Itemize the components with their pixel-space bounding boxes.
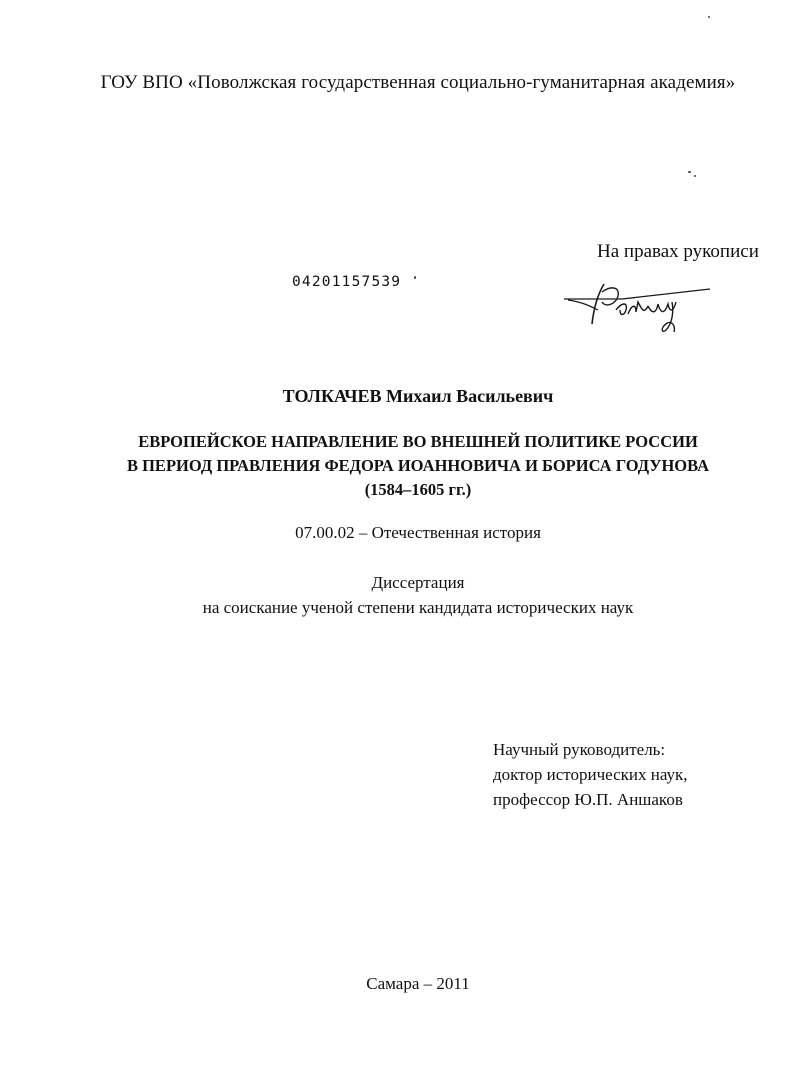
scan-speck [688,171,691,173]
supervisor-label: Научный руководитель: [493,740,666,759]
degree-line: на соискание ученой степени кандидата исторических наук [202,598,634,617]
catalog-number: 04201157539 [292,274,402,290]
title-line: ЕВРОПЕЙСКОЕ НАПРАВЛЕНИЕ ВО ВНЕШНЕЙ ПОЛИТИКЕ РОССИИ [138,432,698,451]
rights-notice: На правах рукописи [597,241,759,262]
scan-speck [414,276,416,279]
supervisor-degree: доктор исторических наук, [493,765,688,784]
scan-speck [708,16,710,18]
dissertation-title [0,430,796,502]
scan-speck [694,175,696,177]
author-signature [562,280,712,336]
institution-name: ГОУ ВПО «Поволжская государственная социально-гуманитарная академия» [100,72,736,93]
document-type-block [0,570,796,620]
document-type: Диссертация [371,573,465,592]
specialty-code: 07.00.02 – Отечественная история [295,523,541,542]
supervisor-name: профессор Ю.П. Аншаков [493,790,683,809]
title-line: В ПЕРИОД ПРАВЛЕНИЯ ФЕДОРА ИОАННОВИЧА И БОРИСА ГОДУНОВА [126,456,710,475]
supervisor-block [493,737,688,812]
author-name: ТОЛКАЧЕВ Михаил Васильевич [282,386,554,406]
title-years: (1584–1605 гг.) [364,480,472,499]
place-year: Самара – 2011 [366,974,470,993]
